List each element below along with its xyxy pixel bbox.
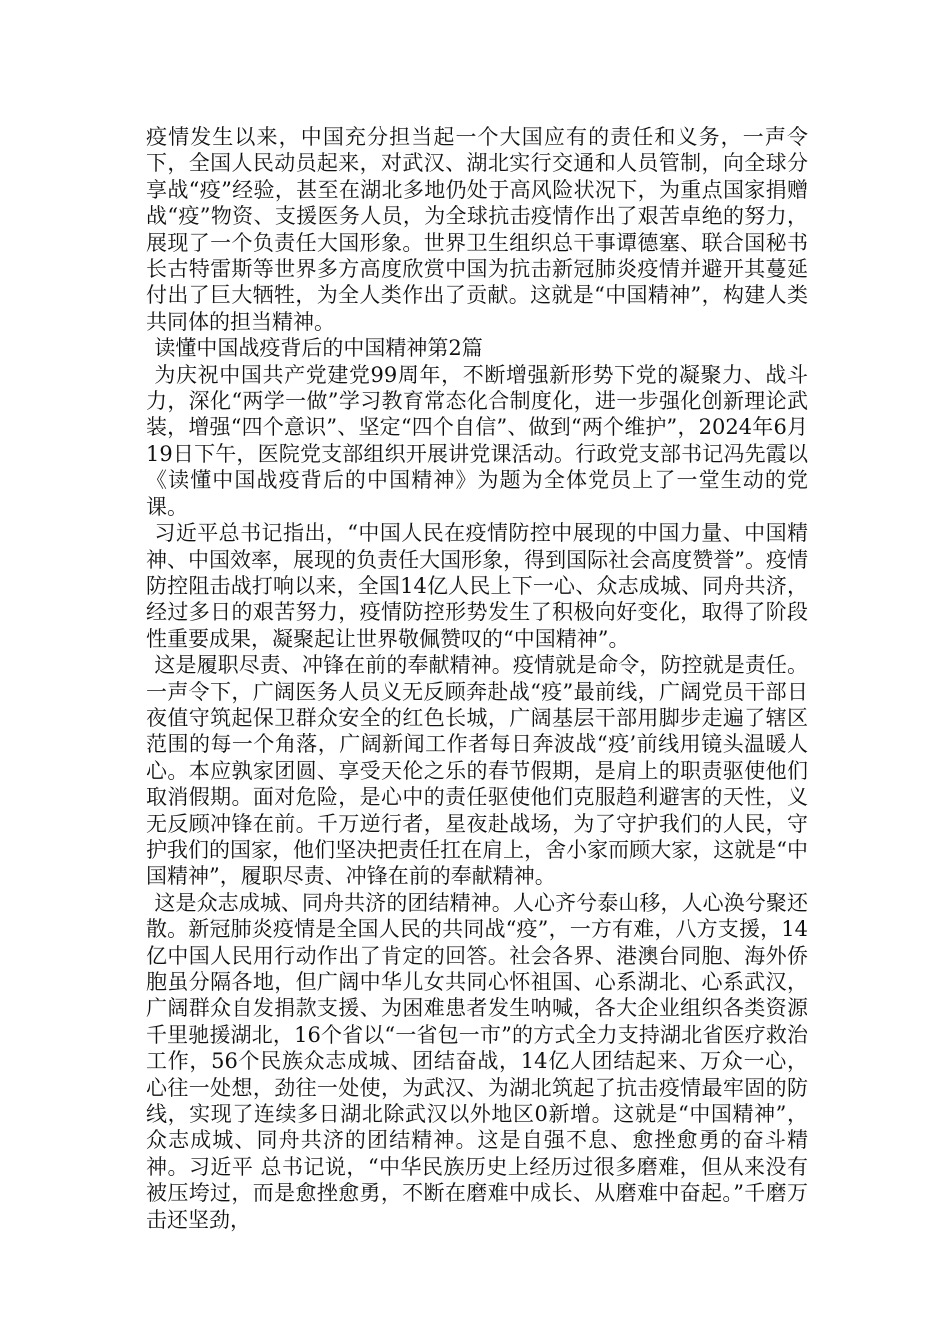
document-page	[146, 124, 808, 1233]
paragraph-unity-spirit: 这是众志成城、同舟共济的团结精神。人心齐兮泰山移，人心涣兮聚还散。新冠肺炎疫情是全国人民的共同战“疫”，一方有难，八方支援，14亿中国人民用行动作出了肯定的回答。社会各界、港澳台同胞、海外侨胞虽分隔各地，但广阔中华儿女共同心怀祖国、心系湖北、心系武汉，广阔群众自发捐款支援、为困难患者发生呐喊，各大企业组织各类资源千里驰援湖北，16个省以“一省包一市”的方式全力支持湖北省医疗救治工作，56个民族众志成城、团结奋战，14亿人团结起来、万众一心，心往一处想，劲往一处使，为武汉、为湖北筑起了抗击疫情最牢固的防线，实现了连续多日湖北除武汉以外地区0新增。这就是“中国精神”，众志成城、同舟共济的团结精神。这是自强不息、愈挫愈勇的奋斗精神。习近平 总书记说，“中华民族历史上经历过很多磨难，但从来没有被压垮过，而是愈挫愈勇，不断在磨难中成长、从磨难中奋起。”千磨万击还坚劲，	[146, 890, 808, 1232]
paragraph-xi-quote: 习近平总书记指出，“中国人民在疫情防控中展现的中国力量、中国精神、中国效率，展现的负责任大国形象，得到国际社会高度赞誉”。疫情防控阻击战打响以来，全国14亿人民上下一心、众志成城、同舟共济，经过多日的艰苦努力，疫情防控形势发生了积极向好变化，取得了阶段性重要成果，凝聚起让世界敬佩赞叹的“中国精神”。	[146, 521, 808, 651]
section-heading: 读懂中国战疫背后的中国精神第2篇	[154, 336, 483, 361]
paragraph-party-lecture: 为庆祝中国共产党建党99周年，不断增强新形势下党的凝聚力、战斗力，深化“两学一做”学习教育常态化合制度化，进一步强化创新理论武装，增强“四个意识”、坚定“四个自信”、做到“两个维护”，2024年6月19日下午，医院党支部组织开展讲党课活动。行政党支部书记冯先霞以《读懂中国战疫背后的中国精神》为题为全体党员上了一堂生动的党课。	[146, 362, 808, 519]
paragraph-dedication-spirit: 这是履职尽责、冲锋在前的奉献精神。疫情就是命令，防控就是责任。一声令下，广阔医务人员义无反顾奔赴战“疫”最前线，广阔党员干部日夜值守筑起保卫群众安全的红色长城，广阔基层干部用脚步走遍了辖区范围的每一个角落，广阔新闻工作者每日奔波战“疫’前线用镜头温暖人心。本应孰家团圆、享受天伦之乐的春节假期，是肩上的职责驱使他们取消假期。面对危险，是心中的责任驱使他们克服趋利避害的天性，义无反顾冲锋在前。千万逆行者，星夜赴战场，为了守护我们的人民，守护我们的国家，他们坚决把责任扛在肩上，舍小家而顾大家，这就是“中国精神”，履职尽责、冲锋在前的奉献精神。	[146, 653, 808, 889]
paragraph-china-responsibility: 疫情发生以来，中国充分担当起一个大国应有的责任和义务，一声令下，全国人民动员起来，对武汉、湖北实行交通和人员管制，向全球分享战“疫”经验，甚至在湖北多地仍处于高风险状况下，为重点国家捐赠战“疫”物资、支援医务人员，为全球抗击疫情作出了艰苦卓绝的努力，展现了一个负责任大国形象。世界卫生组织总干事谭德塞、联合国秘书长古特雷斯等世界多方高度欣赏中国为抗击新冠肺炎疫情并避开其蔓延付出了巨大牺牲，为全人类作出了贡献。这就是“中国精神”，构建人类共同体的担当精神。	[146, 125, 808, 334]
